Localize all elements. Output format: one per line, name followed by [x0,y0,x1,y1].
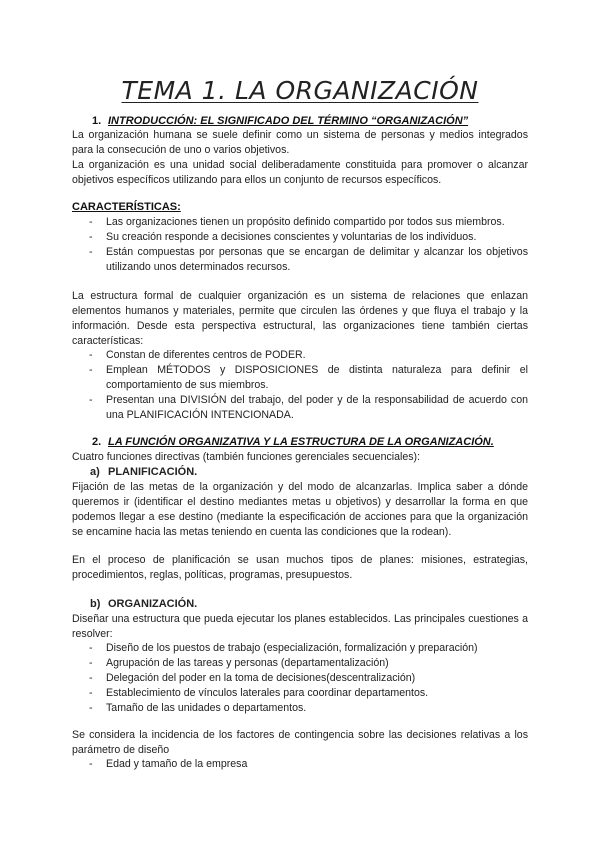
list-item: - Constan de diferentes centros de PODER. [89,349,306,361]
list-item: - Edad y tamaño de la empresa [89,758,248,770]
list-item: - Establecimiento de vínculos laterales para coordinar departamentos. [89,687,429,699]
subsection-a-number: a) [90,466,100,478]
section-1-heading-text: INTRODUCCIÓN: EL SIGNIFICADO DEL TÉRMINO “ORGANIZACIÓN” [108,115,469,127]
contingency-factors-list [72,757,528,772]
section-2-intro: Cuatro funciones directivas (también funciones gerenciales secuenciales): [72,451,421,463]
organization-paragraph-2: Se considera la incidencia de los factores de contingencia sobre las decisiones relativas a los parámetro de diseño [72,729,528,756]
characteristics-label: CARACTERÍSTICAS: [72,201,181,213]
section-1-paragraph-1: La organización humana se suele definir como un sistema de personas y medios integrados para la consecución de uno o varios objetivos. [72,129,528,156]
subsection-b-label: ORGANIZACIÓN. [108,598,198,610]
subsection-b-heading [90,597,197,611]
subsection-a-heading [90,465,197,479]
section-1-paragraph-3: La estructura formal de cualquier organización es un sistema de relaciones que enlazan elementos humanos y materiales, permite que circulen las órdenes y que fluya el trabajo y la información. Desde esta perspectiva estructural, las organizaciones tiene también ciertas características: [72,290,528,347]
list-item: - Emplean MÉTODOS y DISPOSICIONES de distinta naturaleza para definir el comportamiento de sus miembros. [89,364,528,391]
planning-paragraph-1: Fijación de las metas de la organización y del modo de alcanzarlas. Implica saber a dónde queremos ir (identificar el destino mediantes metas u objetivos) y desarrollar la forma en que podemos llegar a ese destino (mediante la especificación de acciones para que la organización se encamine hacia las metas teniendo en cuenta las condiciones que la rodean). [72,481,528,538]
section-2-heading [92,435,494,449]
list-item: - Están compuestas por personas que se encargan de delimitar y alcanzar los objetivos utilizando unos determinados recursos. [89,246,528,273]
list-item: - Agrupación de las tareas y personas (departamentalización) [89,657,389,669]
list-item: - Presentan una DIVISIÓN del trabajo, del poder y de la responsabilidad de acuerdo con una PLANIFICACIÓN INTENCIONADA. [89,394,528,421]
list-item: - Las organizaciones tienen un propósito definido compartido por todos sus miembros. [89,216,505,228]
section-1-heading [92,114,468,128]
section-1-number: 1. [92,115,102,127]
organization-issues-list [72,641,528,716]
list-item: - Delegación del poder en la toma de decisiones(descentralización) [89,672,416,684]
list-item: - Su creación responde a decisiones conscientes y voluntarias de los individuos. [89,231,477,243]
organization-paragraph-1: Diseñar una estructura que pueda ejecutar los planes establecidos. Las principales cuestiones a resolver: [72,613,528,640]
planning-paragraph-2: En el proceso de planificación se usan muchos tipos de planes: misiones, estrategias, procedimientos, reglas, políticas, programas, presupuestos. [72,554,528,581]
section-2-heading-text: LA FUNCIÓN ORGANIZATIVA Y LA ESTRUCTURA DE LA ORGANIZACIÓN. [108,436,494,448]
subsection-b-number: b) [90,598,101,610]
list-item: - Diseño de los puestos de trabajo (especialización, formalización y preparación) [89,642,478,654]
subsection-a-label: PLANIFICACIÓN. [108,466,198,478]
characteristics-list [72,215,528,275]
section-2-number: 2. [92,436,102,448]
list-item: - Tamaño de las unidades o departamentos. [89,702,307,714]
structural-characteristics-list [72,348,528,423]
section-1-paragraph-2: La organización es una unidad social deliberadamente constituida para promover o alcanzar objetivos específicos utilizando para ellos un conjunto de recursos específicos. [72,159,528,186]
page-title: TEMA 1. LA ORGANIZACIÓN [121,76,479,105]
